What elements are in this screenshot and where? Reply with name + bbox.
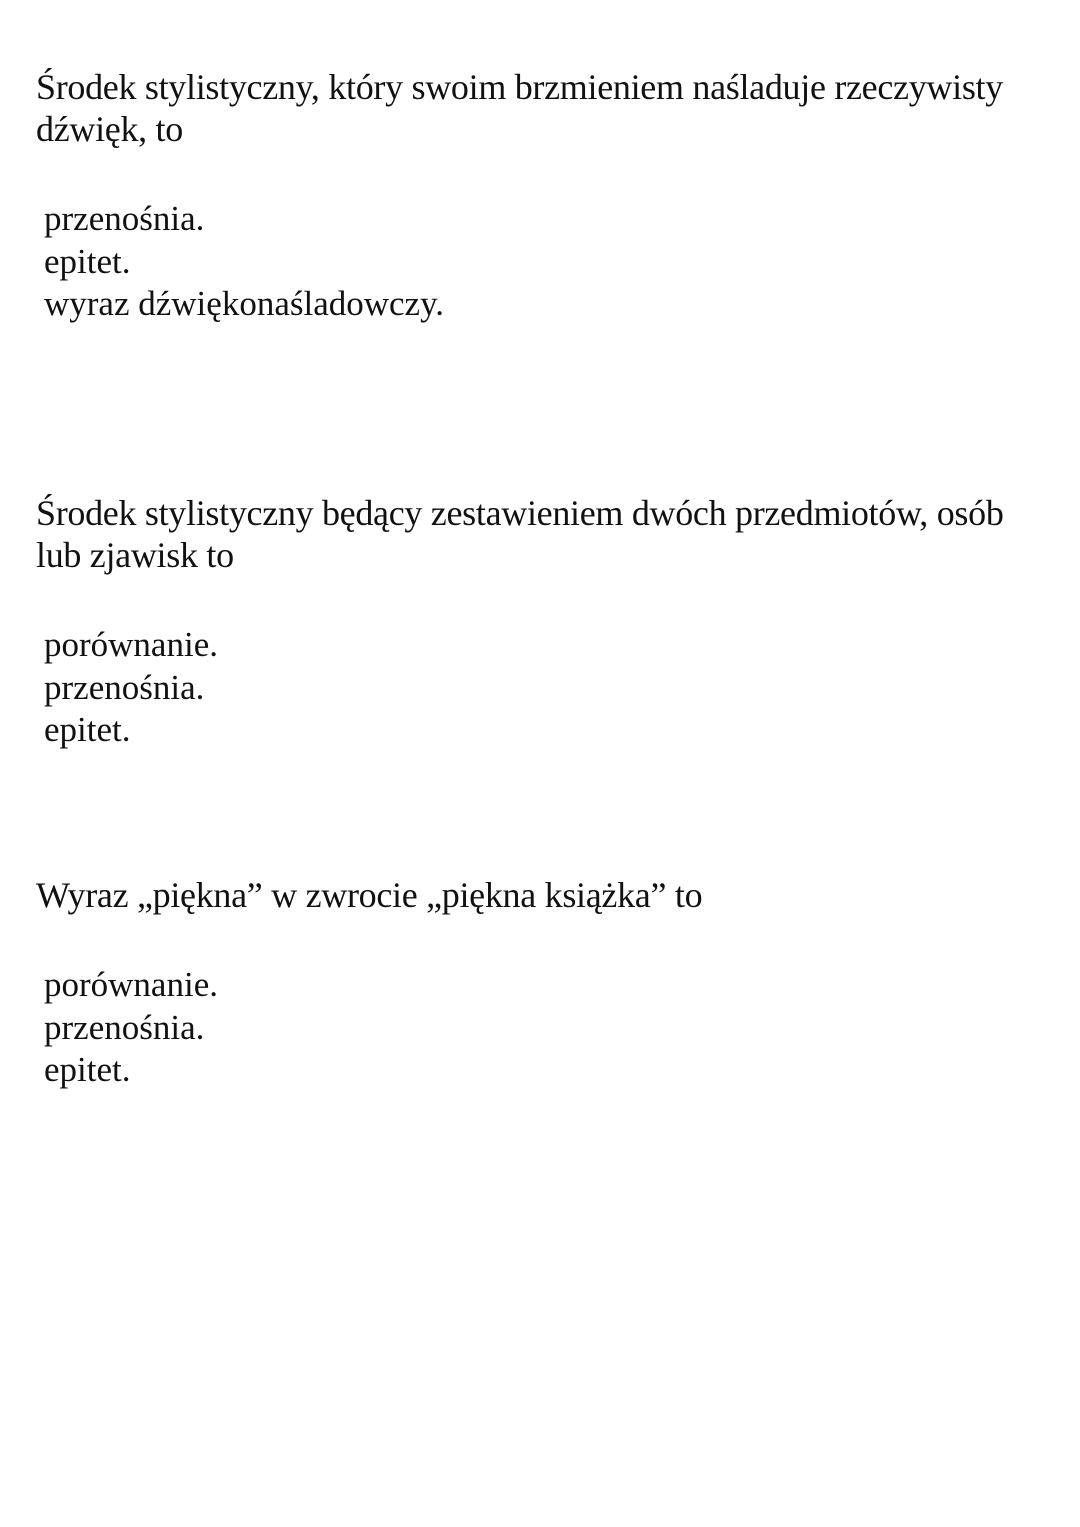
question-text: Środek stylistyczny, który swoim brzmieniem naśladuje rzeczywisty dźwięk, to <box>36 67 1003 149</box>
answer-option[interactable]: epitet. <box>44 1050 131 1089</box>
answer-option[interactable]: epitet. <box>44 710 131 749</box>
answer-option[interactable]: przenośnia. <box>44 199 205 238</box>
question-1 <box>36 66 1046 326</box>
answer-options <box>36 964 1046 1092</box>
question-3 <box>36 874 1046 1092</box>
answer-options <box>36 624 1046 752</box>
answer-option[interactable]: przenośnia. <box>44 1007 205 1047</box>
answer-option[interactable]: epitet. <box>44 241 131 281</box>
question-2 <box>36 492 1046 752</box>
answer-option[interactable]: porównanie. <box>44 965 218 1004</box>
answer-option[interactable]: porównanie. <box>44 625 218 664</box>
answer-option[interactable]: wyraz dźwiękonaśladowczy. <box>44 284 445 323</box>
answer-option[interactable]: przenośnia. <box>44 667 205 707</box>
answer-options <box>36 198 1046 326</box>
question-text: Środek stylistyczny będący zestawieniem dwóch przedmiotów, osób lub zjawisk to <box>36 493 1004 575</box>
question-text: Wyraz „piękna” w zwrocie „piękna książka” to <box>36 875 703 915</box>
